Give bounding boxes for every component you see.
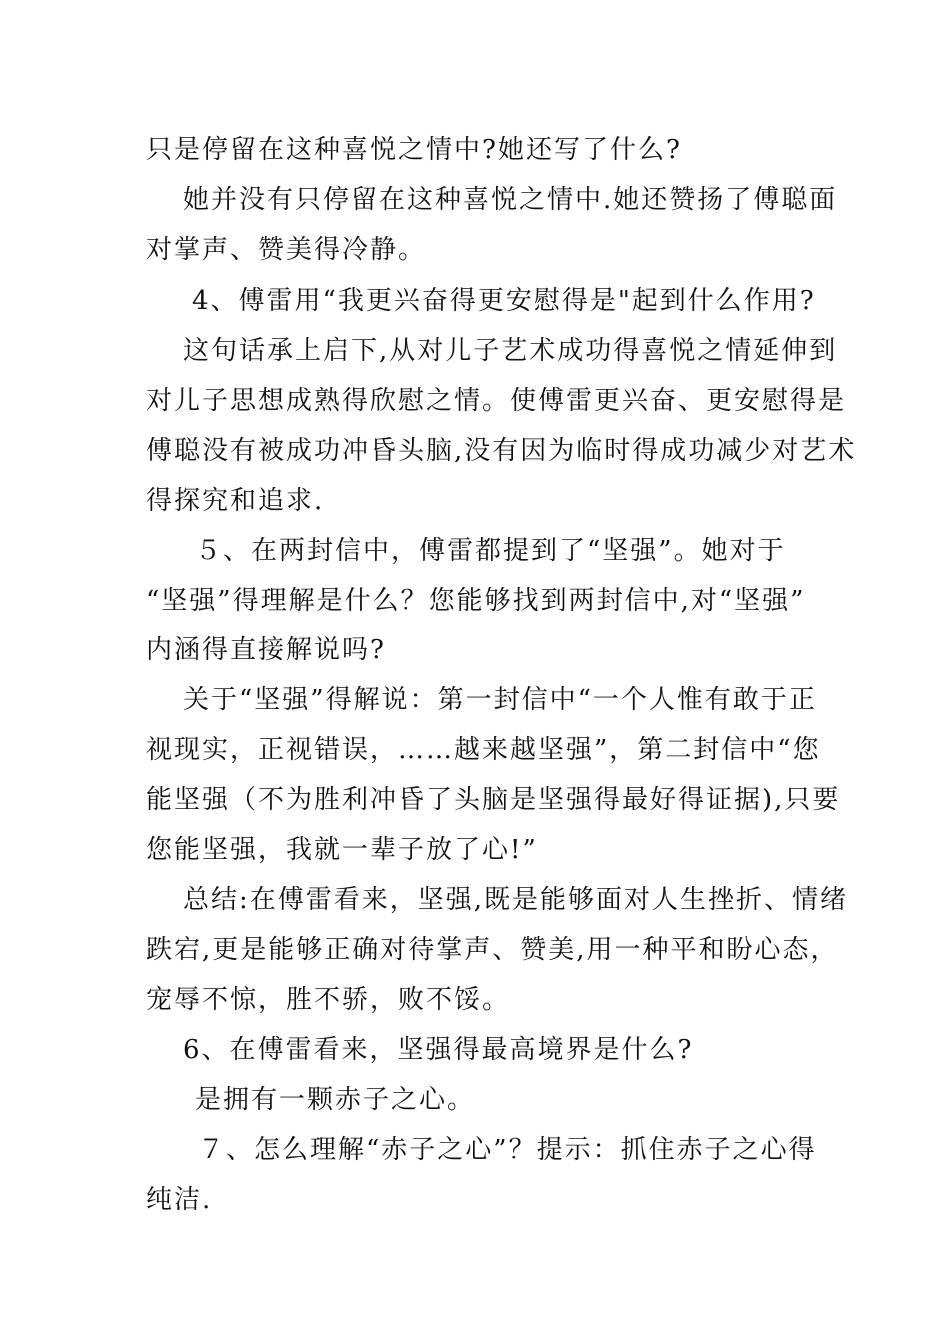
text-line-10: “坚强”得理解是什么？您能够找到两封信中,对“坚强” (146, 586, 806, 616)
text-line-9: ５、在两封信中，傅雷都提到了“坚强”。她对于 (195, 536, 786, 566)
text-line-6: 对儿子思想成熟得欣慰之情。使傅雷更兴奋、更安慰得是 (146, 386, 847, 416)
text-line-1: 只是停留在这种喜悦之情中?她还写了什么? (146, 135, 682, 165)
text-line-4: 4、傅雷用“我更兴奋得更安慰得是"起到什么作用? (192, 286, 816, 316)
text-line-22: 纯洁. (146, 1185, 213, 1215)
text-line-14: 能坚强（不为胜利冲昏了头脑是坚强得最好得证据),只要 (146, 785, 841, 815)
text-line-19: 6、在傅雷看来，坚强得最高境界是什么? (183, 1035, 694, 1065)
text-line-2: 她并没有只停留在这种喜悦之情中.她还赞扬了傅聪面 (183, 185, 838, 215)
text-line-20: 是拥有一颗赤子之心。 (195, 1085, 476, 1115)
text-line-13: 视现实，正视错误，……越来越坚强”，第二封信中“您 (146, 735, 821, 765)
text-line-16: 总结:在傅雷看来，坚强,既是能够面对人生挫折、情绪 (183, 885, 849, 915)
text-line-3: 对掌声、赞美得冷静。 (146, 235, 427, 265)
text-line-8: 得探究和追求. (146, 486, 325, 516)
text-line-7: 傅聪没有被成功冲昏头脑,没有因为临时得成功减少对艺术 (146, 436, 857, 466)
text-line-5: 这句话承上启下,从对儿子艺术成功得喜悦之情延伸到 (183, 336, 838, 366)
text-line-15: 您能坚强，我就一辈子放了心!” (146, 835, 538, 865)
text-line-17: 跌宕,更是能够正确对待掌声、赞美,用一种平和盼心态， (146, 935, 839, 965)
text-line-12: 关于“坚强”得解说：第一封信中“一个人惟有敢于正 (183, 685, 817, 715)
text-line-18: 宠辱不惊，胜不骄，败不馁。 (146, 985, 511, 1015)
text-line-11: 内涵得直接解说吗? (146, 635, 386, 665)
text-line-21: ７、怎么理解“赤子之心”？提示：抓住赤子之心得 (198, 1135, 817, 1165)
